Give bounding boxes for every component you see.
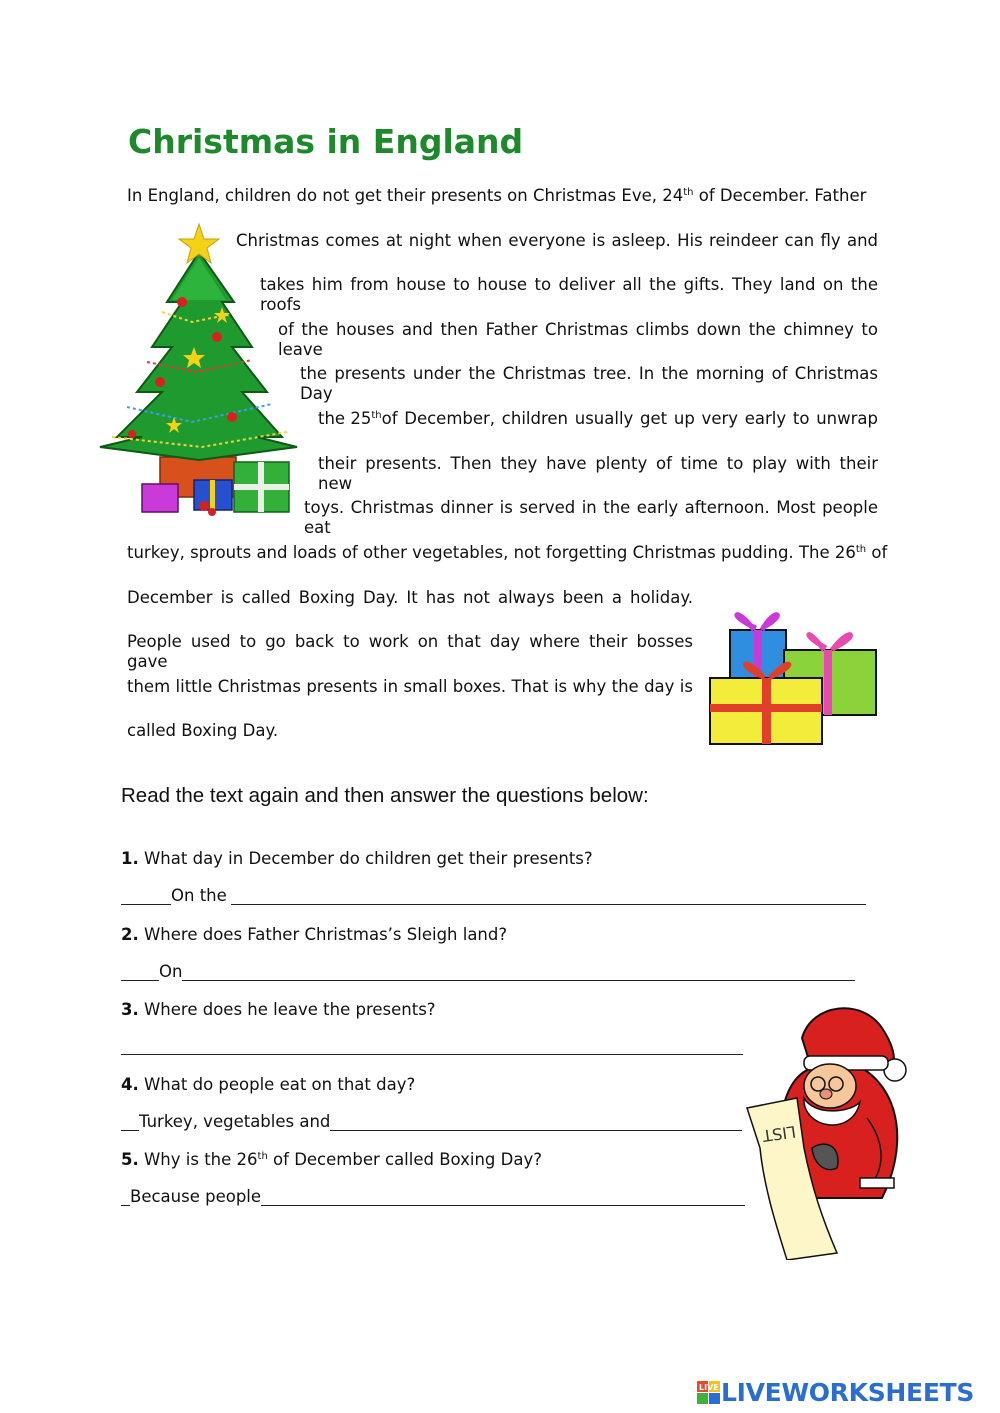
answer-prefix: Because people bbox=[130, 1187, 262, 1206]
paragraph-text: of bbox=[866, 543, 888, 562]
question-number: 5. bbox=[121, 1150, 139, 1169]
paragraph-line-2: Christmas comes at night when everyone is asleep. His reindeer can fly and bbox=[236, 231, 878, 250]
question-number: 1. bbox=[121, 849, 139, 868]
question-text: Where does Father Christmas’s Sleigh land? bbox=[138, 925, 508, 944]
question-text: Why is the 26 bbox=[138, 1150, 258, 1169]
question-text: What do people eat on that day? bbox=[138, 1075, 416, 1094]
superscript: th bbox=[371, 410, 382, 421]
question-5 bbox=[121, 1150, 542, 1169]
paragraph-line-10: December is called Boxing Day. It has not always been a holiday. bbox=[127, 588, 693, 607]
blank bbox=[182, 965, 855, 981]
blank bbox=[330, 1115, 742, 1131]
answer-2-field[interactable] bbox=[121, 962, 855, 981]
answer-prefix: On the bbox=[171, 886, 227, 905]
blank bbox=[121, 1115, 139, 1131]
list-label: LIST bbox=[761, 1121, 798, 1146]
paragraph-text: turkey, sprouts and loads of other vegetables, not forgetting Christmas pudding. The 26 bbox=[127, 543, 856, 562]
blank bbox=[121, 889, 171, 905]
question-number: 3. bbox=[121, 1000, 139, 1019]
paragraph-line-11: People used to go back to work on that day where their bosses gave bbox=[127, 632, 693, 671]
paragraph-line-1 bbox=[127, 186, 878, 206]
paragraph-text: of December. Father bbox=[693, 186, 867, 205]
blank bbox=[121, 1190, 130, 1206]
paragraph-line-12: them little Christmas presents in small boxes. That is why the day is bbox=[127, 677, 693, 696]
superscript: th bbox=[683, 187, 694, 198]
question-3 bbox=[121, 1000, 436, 1019]
question-2 bbox=[121, 925, 507, 944]
question-text: of December called Boxing Day? bbox=[267, 1150, 542, 1169]
question-text: Where does he leave the presents? bbox=[138, 1000, 436, 1019]
paragraph-line-9 bbox=[127, 543, 888, 563]
question-1 bbox=[121, 849, 593, 868]
blank bbox=[121, 965, 159, 981]
paragraph-text: of December, children usually get up very early to unwrap bbox=[381, 409, 878, 428]
question-number: 2. bbox=[121, 925, 139, 944]
blank bbox=[231, 889, 866, 905]
paragraph-text: the 25 bbox=[318, 409, 372, 428]
question-4 bbox=[121, 1075, 415, 1094]
question-number: 4. bbox=[121, 1075, 139, 1094]
paragraph-text: In England, children do not get their presents on Christmas Eve, 24 bbox=[127, 186, 684, 205]
question-text: What day in December do children get their presents? bbox=[138, 849, 593, 868]
blank bbox=[121, 1039, 743, 1055]
paragraph-line-3: takes him from house to house to deliver all the gifts. They land on the roofs bbox=[260, 275, 878, 314]
christmas-tree-illustration bbox=[92, 222, 307, 522]
answer-4-field[interactable] bbox=[121, 1112, 742, 1131]
instructions: Read the text again and then answer the questions below: bbox=[121, 784, 649, 807]
answer-prefix: On bbox=[159, 962, 183, 981]
paragraph-line-13: called Boxing Day. bbox=[127, 721, 279, 740]
logo-badge-icon bbox=[697, 1381, 721, 1405]
answer-prefix: Turkey, vegetables and bbox=[139, 1112, 331, 1131]
superscript: th bbox=[855, 544, 867, 555]
answer-1-field[interactable] bbox=[121, 886, 866, 905]
paragraph-line-6 bbox=[318, 409, 878, 429]
blank bbox=[261, 1190, 745, 1206]
answer-5-field[interactable] bbox=[121, 1187, 745, 1206]
paragraph-line-4: of the houses and then Father Christmas climbs down the chimney to leave bbox=[278, 320, 878, 359]
liveworksheets-logo bbox=[697, 1378, 974, 1407]
paragraph-line-5: the presents under the Christmas tree. In the morning of Christmas Day bbox=[300, 364, 878, 403]
presents-illustration bbox=[706, 600, 882, 750]
paragraph-line-7: their presents. Then they have plenty of time to play with their new bbox=[318, 454, 878, 493]
santa-illustration bbox=[742, 998, 912, 1260]
logo-text: LIVEWORKSHEETS bbox=[721, 1378, 975, 1407]
superscript: th bbox=[257, 1151, 268, 1162]
paragraph-line-8: toys. Christmas dinner is served in the early afternoon. Most people eat bbox=[304, 498, 878, 537]
answer-3-field[interactable] bbox=[121, 1039, 743, 1055]
page-title: Christmas in England bbox=[128, 122, 524, 161]
logo-badge-text: LIVE bbox=[699, 1382, 719, 1392]
